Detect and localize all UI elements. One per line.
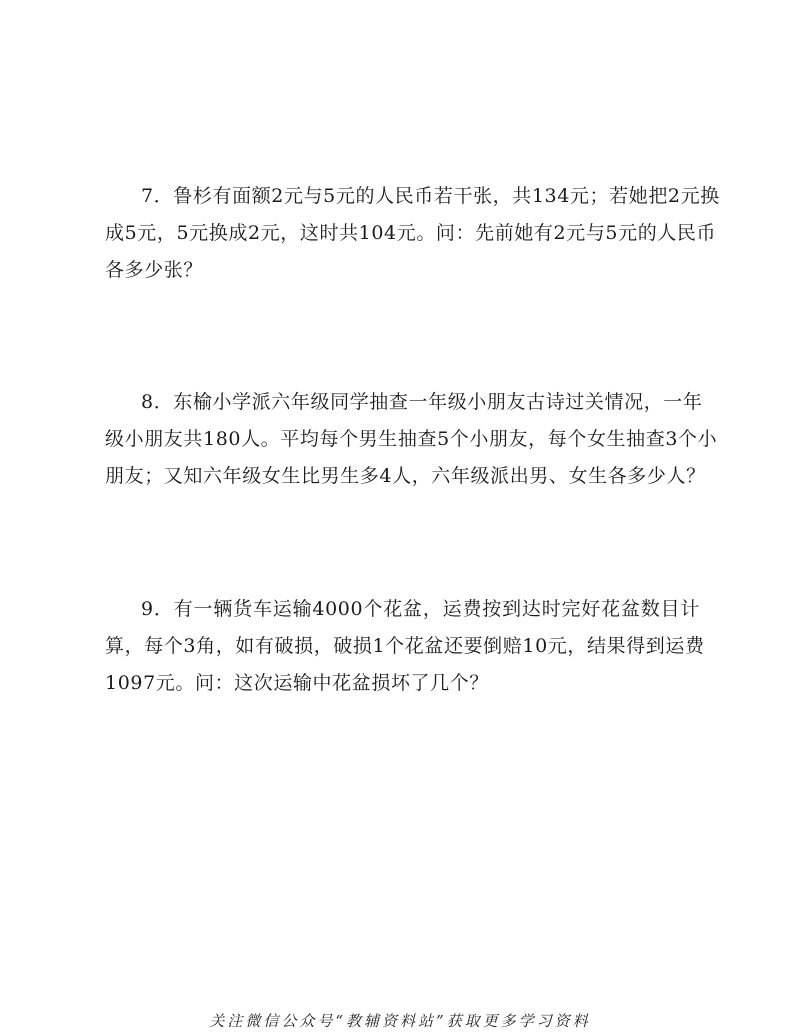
footer-notice: 关注微信公众号“教辅资料站”获取更多学习资料 <box>209 1012 591 1030</box>
problem-7-line-2: 成5元，5元换成2元，这时共104元。问：先前她有2元与5元的人民币 <box>105 222 717 244</box>
problem-9-line-3: 1097元。问：这次运输中花盆损坏了几个？ <box>105 672 489 694</box>
problem-9 <box>105 591 705 702</box>
problem-8-line-1: 8．东榆小学派六年级同学抽查一年级小朋友古诗过关情况，一年 <box>141 391 703 413</box>
problem-8 <box>105 384 718 495</box>
problem-7 <box>105 178 720 289</box>
problem-9-line-2: 算，每个3角，如有破损，破损1个花盆还要倒赔10元，结果得到运费 <box>105 635 705 657</box>
problem-8-line-3: 朋友；又知六年级女生比男生多4人，六年级派出男、女生各多少人？ <box>105 465 706 487</box>
problem-8-line-2: 级小朋友共180人。平均每个男生抽查5个小朋友，每个女生抽查3个小 <box>105 428 718 450</box>
problem-9-line-1: 9．有一辆货车运输4000个花盆，运费按到达时完好花盆数目计 <box>141 598 700 620</box>
problem-7-line-1: 7．鲁杉有面额2元与5元的人民币若干张，共134元；若她把2元换 <box>141 185 720 207</box>
problem-7-line-3: 各多少张？ <box>105 259 204 281</box>
